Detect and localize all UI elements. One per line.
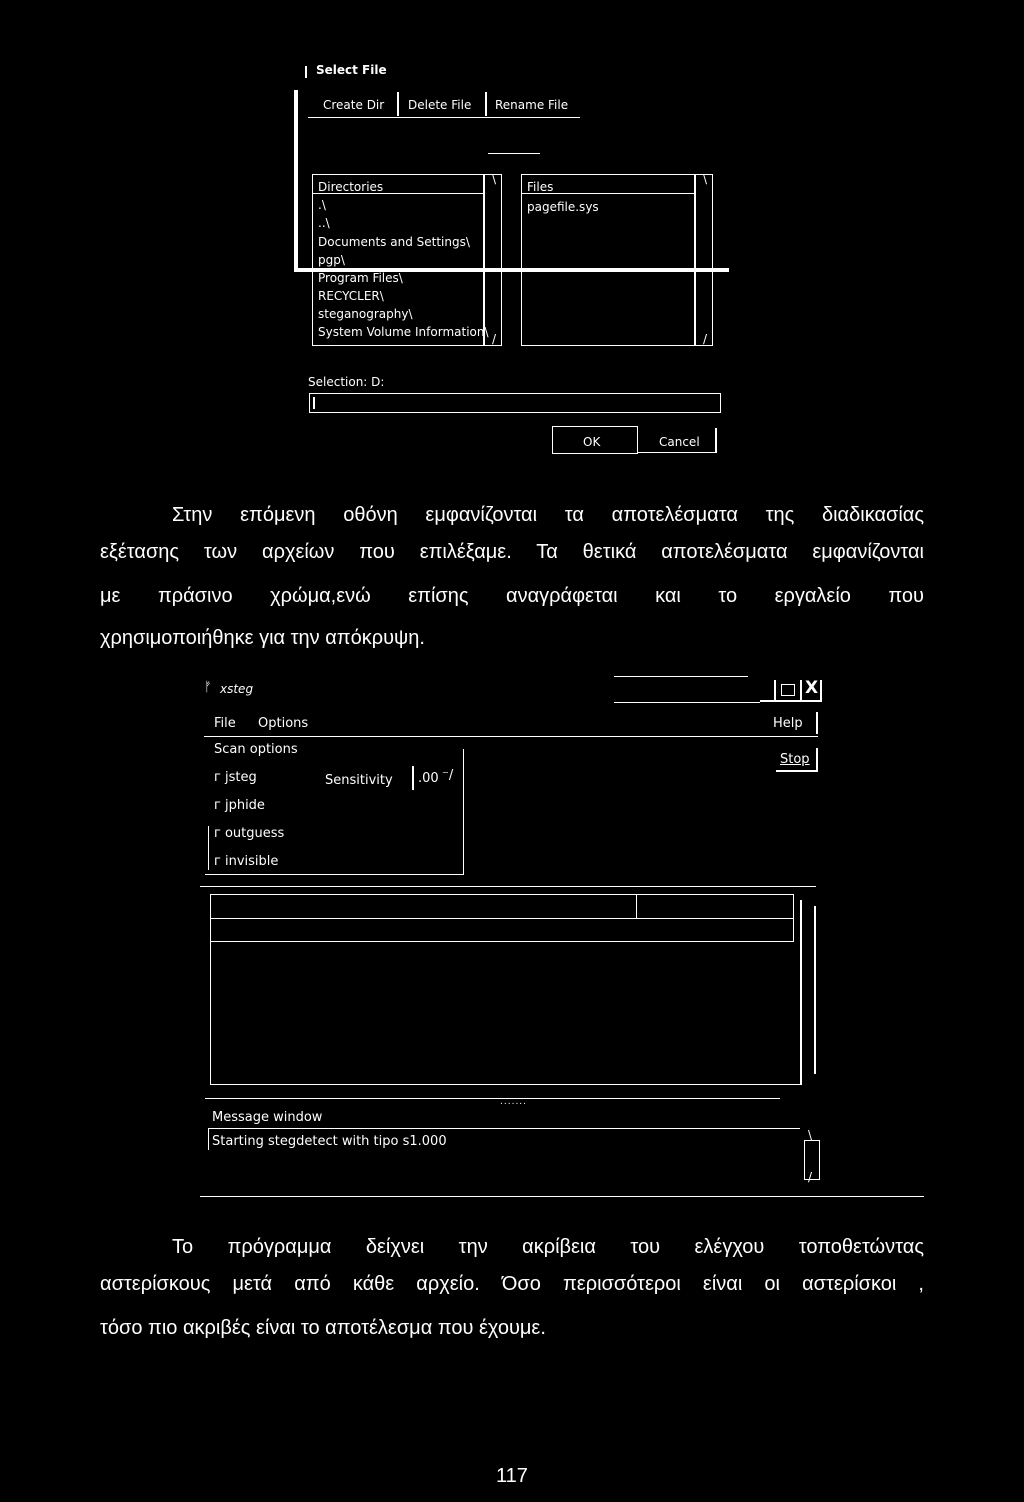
selection-input[interactable] xyxy=(309,393,721,413)
progress-dots: ....... xyxy=(500,1097,528,1107)
window-title: xsteg xyxy=(220,682,254,696)
sensitivity-spinner-icon[interactable]: ⁻/ xyxy=(442,768,454,783)
ok-label: OK xyxy=(583,435,601,449)
group-right-border xyxy=(463,749,464,875)
jsteg-label: jsteg xyxy=(224,770,257,785)
list-item[interactable]: steganography\ xyxy=(318,307,413,321)
directories-scrollbar[interactable] xyxy=(484,174,502,346)
results-left-border xyxy=(210,942,211,1084)
list-item[interactable]: .\ xyxy=(318,198,326,212)
title-bar-line xyxy=(614,702,760,703)
title-marker xyxy=(305,66,307,78)
sensitivity-input[interactable]: .00 xyxy=(418,771,439,786)
directories-label: Directories xyxy=(318,180,384,194)
scroll-down-icon[interactable]: / xyxy=(808,1170,813,1184)
results-scrollbar-edge xyxy=(814,906,816,1074)
paragraph-line: εξέτασης των αρχείων που επιλέξαμε. Τα θετικά αποτελέσματα εμφανίζονται xyxy=(100,541,924,563)
list-item[interactable]: System Volume Information\ xyxy=(318,325,489,339)
paragraph-line: Το πρόγραμμα δείχνει την ακρίβεια του ελέγχου τοποθετώντας xyxy=(172,1236,924,1258)
control-divider xyxy=(820,680,822,700)
text-cursor xyxy=(313,397,315,409)
page-number: 117 xyxy=(496,1465,528,1487)
app-icon: ᚠ xyxy=(204,680,212,695)
list-item[interactable]: RECYCLER\ xyxy=(318,289,384,303)
menu-options[interactable]: Options xyxy=(258,716,309,731)
results-top-line xyxy=(200,886,816,887)
stop-button[interactable]: Stop xyxy=(780,752,810,767)
stop-underline xyxy=(776,770,818,772)
list-item[interactable]: pagefile.sys xyxy=(527,200,599,214)
jsteg-checkbox[interactable]: г jsteg xyxy=(214,770,257,785)
selection-label: Selection: D: xyxy=(308,375,385,389)
files-scrollbar[interactable] xyxy=(695,174,713,346)
menu-file[interactable]: File xyxy=(214,716,236,731)
delete-file-button[interactable]: Delete File xyxy=(408,98,472,112)
dialog-title: Select File xyxy=(316,63,387,77)
group-bottom-border xyxy=(205,874,464,875)
group-left-mark xyxy=(208,826,209,870)
scroll-up-icon[interactable]: \ xyxy=(808,1128,813,1142)
list-item[interactable]: ..\ xyxy=(318,216,330,230)
toolbar-divider xyxy=(485,92,487,116)
control-divider xyxy=(800,680,802,700)
message-separator xyxy=(205,1098,780,1099)
paragraph-line: αστερίσκους μετά από κάθε αρχείο. Όσο περισσότεροι είναι οι αστερίσκοι , xyxy=(100,1273,924,1295)
scan-options-label: Scan options xyxy=(214,742,298,757)
menu-underline xyxy=(204,736,818,737)
invisible-label: invisible xyxy=(224,854,279,869)
message-text: Starting stegdetect with tipo s1.000 xyxy=(212,1134,447,1149)
stop-border xyxy=(816,748,818,770)
scroll-up-icon[interactable]: \ xyxy=(703,172,708,186)
jphide-label: jphide xyxy=(224,798,265,813)
sensitivity-input-border xyxy=(412,766,414,790)
results-bottom-border xyxy=(210,1084,802,1085)
message-window-label: Message window xyxy=(212,1110,323,1125)
scroll-down-icon[interactable]: / xyxy=(703,332,708,346)
results-scrollbar[interactable] xyxy=(800,900,802,1084)
paragraph-line: τόσο πιο ακριβές είναι το αποτέλεσμα που έχουμε. xyxy=(100,1317,546,1339)
list-item[interactable]: Documents and Settings\ xyxy=(318,235,470,249)
results-column-divider xyxy=(636,894,637,918)
dialog-left-border xyxy=(294,90,298,272)
message-box-left xyxy=(208,1128,209,1150)
results-header-line xyxy=(210,918,794,919)
menu-help[interactable]: Help xyxy=(773,716,803,731)
window-bottom-line xyxy=(200,1196,924,1197)
jphide-checkbox[interactable]: г jphide xyxy=(214,798,265,813)
help-border xyxy=(816,712,818,734)
title-bar-line xyxy=(614,676,748,677)
control-divider xyxy=(774,680,776,700)
invisible-checkbox[interactable]: г invisible xyxy=(214,854,279,869)
toolbar-divider xyxy=(397,92,399,116)
create-dir-button[interactable]: Create Dir xyxy=(323,98,385,112)
list-item[interactable]: pgp\ xyxy=(318,253,345,267)
maximize-icon[interactable] xyxy=(781,684,795,696)
toolbar-underline xyxy=(308,117,580,118)
message-box-top xyxy=(208,1128,800,1129)
cancel-border xyxy=(715,428,717,453)
sensitivity-label: Sensitivity xyxy=(325,773,393,788)
separator xyxy=(488,153,540,154)
outguess-label: outguess xyxy=(224,826,285,841)
controls-underline xyxy=(760,700,822,702)
scroll-up-icon[interactable]: \ xyxy=(492,172,497,186)
ok-button[interactable] xyxy=(552,426,638,454)
rename-file-button[interactable]: Rename File xyxy=(495,98,569,112)
close-icon[interactable]: X xyxy=(805,678,819,698)
paragraph-line: Στην επόμενη οθόνη εμφανίζονται τα αποτελέσματα της διαδικασίας xyxy=(172,504,924,526)
files-label: Files xyxy=(527,180,554,194)
cancel-button[interactable]: Cancel xyxy=(659,435,700,449)
paragraph-line: με πράσινο χρώμα,ενώ επίσης αναγράφεται και το εργαλείο που xyxy=(100,585,924,607)
scroll-down-icon[interactable]: / xyxy=(492,332,497,346)
cancel-underline xyxy=(638,452,716,453)
outguess-checkbox[interactable]: г outguess xyxy=(214,826,285,841)
paragraph-line: χρησιμοποιήθηκε για την απόκρυψη. xyxy=(100,627,425,649)
list-item[interactable]: Program Files\ xyxy=(318,271,403,285)
